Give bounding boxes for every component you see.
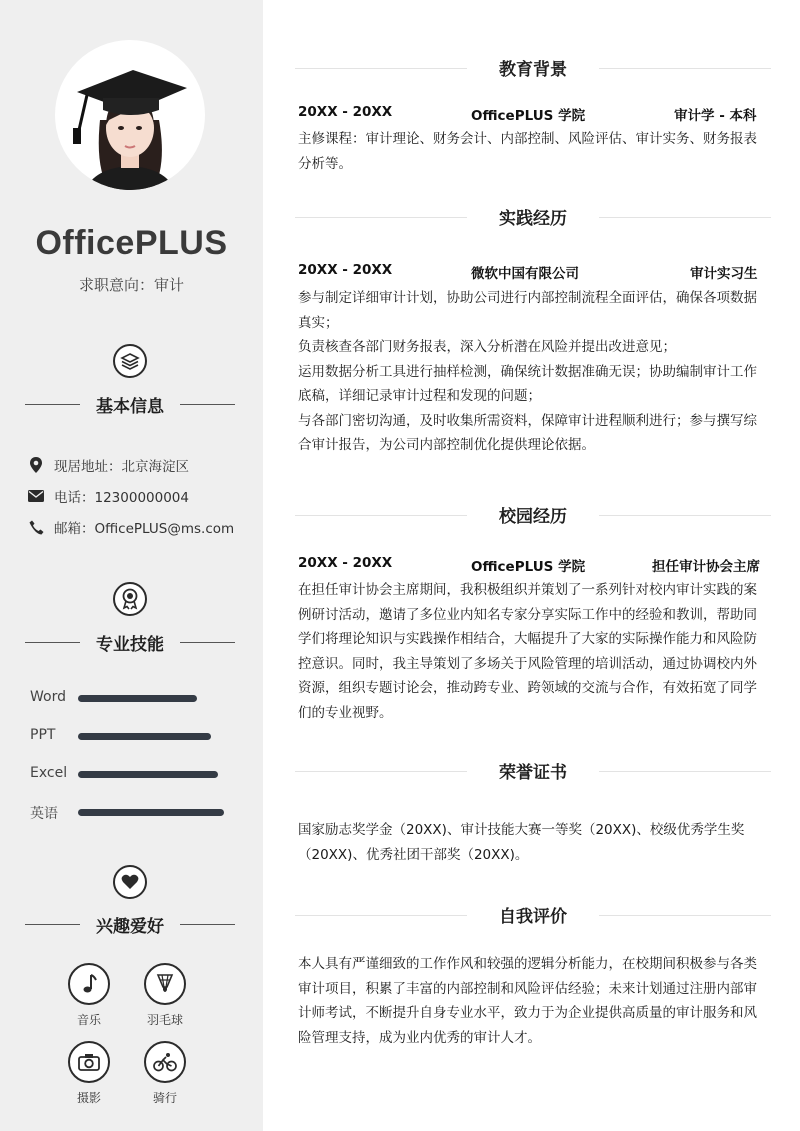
- campus-entry-header: [298, 555, 768, 575]
- education-school: OfficePLUS 学院: [471, 108, 586, 124]
- address-row: [28, 455, 189, 475]
- education-courses: 主修课程：审计理论、财务会计、内部控制、风险评估、审计实务、财务报表分析等。: [298, 131, 757, 172]
- section-title: 专业技能: [96, 635, 164, 655]
- practice-entry-header: [298, 262, 768, 282]
- skill-row-excel: [30, 764, 250, 784]
- duty-line: 参与制定详细审计计划，协助公司进行内部控制流程全面评估，确保各项数据真实；: [298, 290, 757, 331]
- hobby-badminton: [135, 963, 195, 1028]
- practice-duties: [298, 286, 770, 458]
- avatar: [55, 40, 205, 190]
- hobbies-heading: [25, 912, 235, 938]
- skill-row-ppt: [30, 726, 250, 746]
- honors-heading: [295, 758, 771, 784]
- skill-bar: [78, 733, 211, 740]
- campus-role: 担任审计协会主席: [652, 559, 760, 575]
- practice-period: 20XX - 20XX: [298, 262, 393, 278]
- self-eval-heading: [295, 902, 771, 928]
- practice-company: 微软中国有限公司: [471, 266, 579, 282]
- campus-heading: [295, 502, 771, 528]
- skill-bar: [78, 695, 197, 702]
- section-title: 校园经历: [499, 507, 567, 527]
- basic-info-heading: [25, 392, 235, 418]
- education-major: 审计学 - 本科: [674, 108, 757, 124]
- duty-line: 与各部门密切沟通，及时收集所需资料，保障审计进程顺利进行；参与撰写综合审计报告，为公司内部控制优化提供理论依据。: [298, 412, 757, 453]
- skill-label: Word: [30, 689, 66, 705]
- email-text: 邮箱：OfficePLUS@ms.com: [54, 521, 235, 537]
- heart-icon: [113, 865, 147, 899]
- hobby-label: 音乐: [76, 1013, 101, 1027]
- location-pin-icon: [28, 457, 44, 473]
- skill-label: 英语: [30, 806, 58, 822]
- hobby-cycling: [135, 1041, 195, 1106]
- phone-text: 电话：12300000004: [54, 490, 189, 506]
- practice-heading: [295, 204, 771, 230]
- sidebar: [0, 0, 263, 1131]
- email-row: [28, 517, 234, 537]
- honors-text: 国家励志奖学金（20XX)、审计技能大赛一等奖（20XX)、校级优秀学生奖（20XX)、优秀社团干部奖（20XX)。: [298, 822, 745, 863]
- envelope-icon: [28, 488, 44, 504]
- hobby-label: 摄影: [76, 1091, 101, 1105]
- hobby-music: [59, 963, 119, 1028]
- main-content: [263, 0, 800, 1131]
- skills-heading: [25, 630, 235, 656]
- hobby-photography: [59, 1041, 119, 1106]
- skill-label: Excel: [30, 765, 68, 781]
- section-title: 自我评价: [499, 907, 567, 927]
- camera-icon: [68, 1041, 110, 1083]
- candidate-name: OfficePLUS: [35, 224, 228, 262]
- skill-bar: [78, 771, 218, 778]
- skill-bar: [78, 809, 224, 816]
- skill-row-english: [30, 802, 250, 822]
- education-heading: [295, 55, 771, 81]
- education-period: 20XX - 20XX: [298, 104, 393, 120]
- layers-icon: [113, 344, 147, 378]
- section-title: 兴趣爱好: [96, 917, 164, 937]
- hobby-label: 羽毛球: [146, 1013, 183, 1027]
- education-entry-header: [298, 104, 768, 124]
- section-title: 基本信息: [96, 397, 164, 417]
- campus-period: 20XX - 20XX: [298, 555, 393, 571]
- self-eval-text: 本人具有严谨细致的工作作风和较强的逻辑分析能力，在校期间积极参与各类审计项目，积累了丰富的内部控制和风险评估经验；未来计划通过注册内部审计师考试，不断提升自身专业水平，致力于为企业提供高质量的审计服务和风险管理支持，成为业内优秀的审计人才。: [298, 956, 757, 1046]
- duty-line: 负责核查各部门财务报表，深入分析潜在风险并提出改进意见；: [298, 339, 676, 355]
- section-title: 荣誉证书: [499, 763, 567, 783]
- skill-label: PPT: [30, 727, 56, 743]
- section-title: 实践经历: [499, 209, 567, 229]
- address-text: 现居地址：北京海淀区: [54, 459, 189, 475]
- music-note-icon: [68, 963, 110, 1005]
- shuttlecock-icon: [144, 963, 186, 1005]
- phone-row: [28, 486, 189, 506]
- job-intent: 求职意向：审计: [78, 276, 184, 294]
- skill-row-word: [30, 688, 250, 708]
- campus-description: 在担任审计协会主席期间，我积极组织并策划了一系列针对校内审计实践的案例研讨活动，邀请了多位业内知名专家分享实际工作中的经验和教训，帮助同学们将理论知识与实践操作相结合，大幅提升了大家的实际操作能力和风险防控意识。同时，我主导策划了多场关于风险管理的培训活动，通过协调校内外资源，组织专题讨论会，推动跨专业、跨领域的交流与合作，有效拓宽了同学们的专业视野。: [298, 582, 757, 721]
- campus-school: OfficePLUS 学院: [471, 559, 586, 575]
- bicycle-icon: [144, 1041, 186, 1083]
- phone-handset-icon: [28, 519, 44, 535]
- hobby-label: 骑行: [152, 1091, 177, 1105]
- section-title: 教育背景: [499, 60, 567, 80]
- practice-role: 审计实习生: [690, 266, 758, 282]
- award-icon: [113, 582, 147, 616]
- duty-line: 运用数据分析工具进行抽样检测，确保统计数据准确无误；协助编制审计工作底稿，详细记录审计过程和发现的问题；: [298, 363, 757, 404]
